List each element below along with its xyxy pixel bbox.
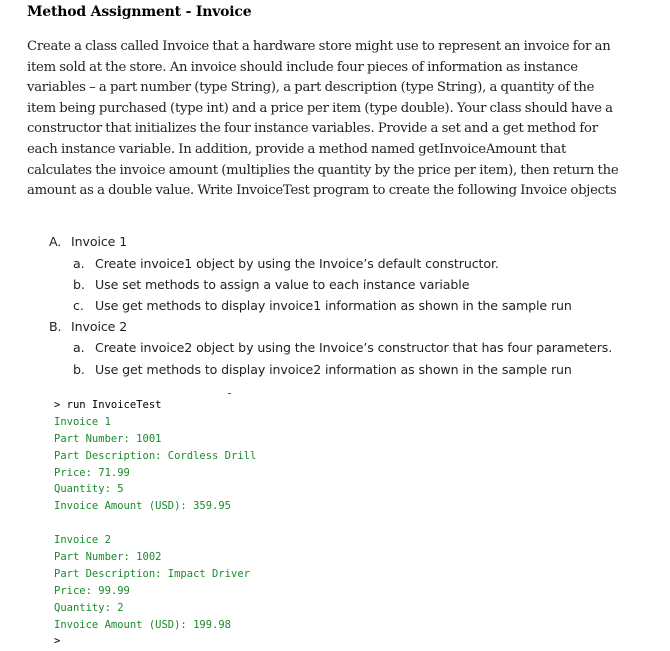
blank-line — [54, 515, 256, 532]
step-marker: a. — [73, 340, 85, 355]
output-line: Invoice Amount (USD): 359.95 — [54, 500, 232, 513]
outline-step — [73, 298, 572, 313]
output-line: Invoice 1 — [54, 415, 111, 428]
output-line: Price: 71.99 — [54, 466, 130, 479]
output-line: Part Number: 1002 — [54, 551, 162, 564]
outline-label: Invoice 1 — [71, 234, 128, 249]
output-line: Quantity: 2 — [54, 601, 124, 614]
output-line: Price: 99.99 — [54, 584, 130, 597]
command-line: > run InvoiceTest — [54, 399, 162, 411]
outline-step — [73, 340, 612, 355]
step-marker: c. — [73, 298, 84, 313]
sample-run-output — [54, 397, 256, 650]
outline-item-invoice-1 — [49, 234, 127, 249]
output-line: Invoice Amount (USD): 199.98 — [54, 618, 232, 631]
prompt-line: > — [54, 635, 61, 648]
output-line: Part Description: Cordless Drill — [54, 449, 257, 462]
step-text: Create invoice1 object by using the Invoice’s default constructor. — [95, 256, 499, 271]
page-title: Method Assignment - Invoice — [27, 4, 252, 20]
output-line: Quantity: 5 — [54, 483, 124, 496]
step-text: Use get methods to display invoice1 information as shown in the sample run — [95, 298, 572, 313]
output-line: Part Description: Impact Driver — [54, 567, 250, 580]
step-marker: b. — [73, 362, 85, 377]
step-text: Use set methods to assign a value to each instance variable — [95, 277, 470, 292]
step-text: Use get methods to display invoice2 information as shown in the sample run — [95, 362, 572, 377]
outline-item-invoice-2 — [49, 319, 127, 334]
stray-mark — [228, 393, 231, 394]
outline-step — [73, 362, 572, 377]
step-marker: b. — [73, 277, 85, 292]
step-marker: a. — [73, 256, 85, 271]
step-text: Create invoice2 object by using the Invoice’s constructor that has four parameters. — [95, 340, 613, 355]
intro-paragraph: Create a class called Invoice that a hardware store might use to represent an invoice for an item sold at the store. An invoice should include four pieces of information as instance variables – a part number (type String), a part description (type String), a quantity of the item being purchased (type int) and a price per item (type double). Your class should have a constructor that initializes the four instance variables. Provide a set and a get method for each instance variable. In addition, provide a method named getInvoiceAmount that calculates the invoice amount (multiplies the quantity by the price per item), then return the amount as a double value. Write InvoiceTest program to create the following Invoice objects — [27, 39, 619, 199]
output-line: Invoice 2 — [54, 534, 111, 547]
outline-marker: A. — [49, 234, 62, 249]
outline-label: Invoice 2 — [71, 319, 128, 334]
output-line: Part Number: 1001 — [54, 432, 162, 445]
outline-step — [73, 277, 469, 292]
outline-marker: B. — [49, 319, 62, 334]
outline-step — [73, 256, 499, 271]
